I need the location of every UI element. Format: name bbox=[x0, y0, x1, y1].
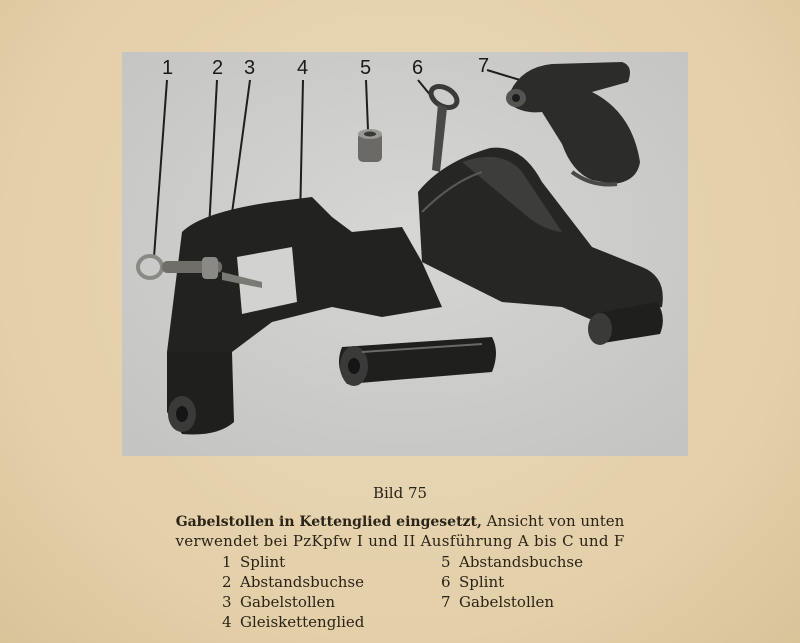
legend-item bbox=[441, 572, 583, 592]
legend-number: 7 bbox=[441, 593, 451, 611]
legend-number: 6 bbox=[441, 573, 451, 591]
legend-label: Abstandsbuchse bbox=[240, 573, 364, 591]
spacer-bushing-part bbox=[358, 129, 382, 162]
track-link-photo bbox=[122, 52, 688, 456]
legend-label: Gleiskettenglied bbox=[240, 613, 365, 631]
callout-3: 3 bbox=[244, 57, 256, 79]
legend-item bbox=[222, 612, 364, 632]
callout-2: 2 bbox=[212, 57, 224, 79]
legend-label: Gabelstollen bbox=[459, 593, 555, 611]
figure-title bbox=[0, 512, 800, 530]
legend-item bbox=[222, 552, 364, 572]
figure-subtitle: verwendet bei PzKpfw I und II Ausführung A bis C und F bbox=[175, 532, 625, 550]
figure-number: Bild 75 bbox=[372, 484, 428, 502]
legend-label: Abstandsbuchse bbox=[459, 553, 583, 571]
figure-title-rest: Ansicht von unten bbox=[481, 512, 625, 530]
legend-label: Splint bbox=[459, 573, 505, 591]
legend-item bbox=[222, 592, 364, 612]
legend-number: 5 bbox=[441, 553, 451, 571]
legend-label: Splint bbox=[240, 553, 286, 571]
callout-6: 6 bbox=[412, 57, 424, 79]
legend-right-column bbox=[441, 552, 583, 612]
legend-item bbox=[441, 592, 583, 612]
callout-1: 1 bbox=[162, 57, 174, 79]
legend-number: 4 bbox=[222, 613, 232, 631]
track-link-illustration bbox=[122, 52, 688, 456]
legend-label: Gabelstollen bbox=[240, 593, 336, 611]
callout-7: 7 bbox=[478, 55, 490, 77]
legend-number: 1 bbox=[222, 553, 232, 571]
figure-title-bold: Gabelstollen in Kettenglied eingesetzt, bbox=[175, 514, 482, 530]
legend-number: 2 bbox=[222, 573, 232, 591]
legend-left-column bbox=[222, 552, 364, 632]
legend-number: 3 bbox=[222, 593, 232, 611]
callout-4: 4 bbox=[297, 57, 309, 79]
legend-item bbox=[222, 572, 364, 592]
callout-5: 5 bbox=[360, 57, 372, 79]
legend-item bbox=[441, 552, 583, 572]
